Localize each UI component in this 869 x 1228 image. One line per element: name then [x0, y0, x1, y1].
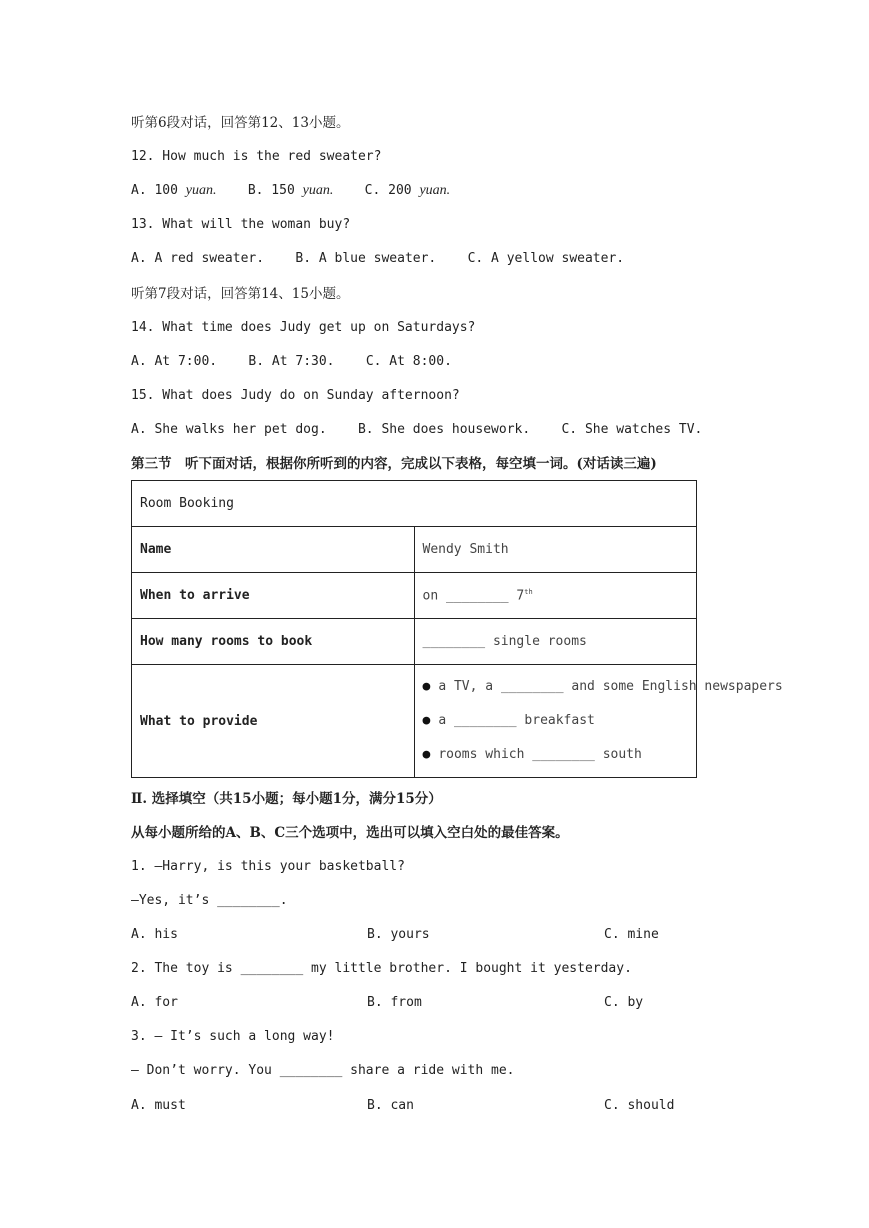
table-title: Room Booking — [132, 481, 697, 527]
option-a: A. She walks her pet dog. — [131, 422, 327, 437]
instruction-dialogue-7: 听第7段对话，回答第14、15小题。 — [131, 286, 350, 302]
question-13-stem: 13. What will the woman buy? — [131, 217, 351, 232]
option-c: C. She watches TV. — [561, 422, 703, 437]
question-1-line-2: —Yes, it’s ________. — [131, 893, 288, 908]
q3-option-a: A. must — [131, 1098, 186, 1113]
question-12-options — [131, 182, 450, 200]
provide-item: ● a ________ breakfast — [422, 713, 595, 728]
question-3-line-2: — Don’t worry. You ________ share a ride with me. — [131, 1063, 515, 1078]
rooms-label: How many rooms to book — [132, 619, 415, 665]
instruction-dialogue-6: 听第6段对话，回答第12、13小题。 — [131, 115, 350, 131]
question-1-line-1: 1. —Harry, is this your basketball? — [131, 859, 405, 874]
option-c: C. At 8:00. — [365, 354, 452, 369]
q1-option-b: B. yours — [367, 927, 430, 942]
q3-option-b: B. can — [367, 1098, 414, 1113]
q2-option-b: B. from — [367, 995, 422, 1010]
bullet-icon: ● — [422, 713, 431, 728]
q1-option-c: C. mine — [604, 927, 659, 942]
option-b: B. 150 yuan. — [247, 183, 334, 198]
question-2-line-1: 2. The toy is ________ my little brother. I bought it yesterday. — [131, 961, 632, 976]
q1-option-a: A. his — [131, 927, 178, 942]
rooms-value: ________ single rooms — [414, 619, 697, 665]
option-c: C. A yellow sweater. — [467, 251, 625, 266]
option-b: B. A blue sweater. — [295, 251, 437, 266]
provide-list — [414, 665, 783, 778]
option-b: B. At 7:30. — [248, 354, 335, 369]
option-a: A. 100 yuan. — [131, 183, 217, 198]
question-15-stem: 15. What does Judy do on Sunday afternoon? — [131, 388, 460, 403]
part-2-instruction: 从每小题所给的A、B、C三个选项中，选出可以填入空白处的最佳答案。 — [131, 825, 569, 841]
q2-option-a: A. for — [131, 995, 178, 1010]
q2-option-c: C. by — [604, 995, 644, 1010]
room-booking-table — [131, 480, 783, 778]
question-14-options — [131, 353, 452, 371]
provide-label: What to provide — [132, 665, 415, 778]
option-a: A. A red sweater. — [131, 251, 265, 266]
question-15-options — [131, 421, 702, 439]
provide-item: ● a TV, a ________ and some English newspapers — [422, 679, 783, 694]
arrive-label: When to arrive — [132, 573, 415, 619]
part-2-heading: Ⅱ. 选择填空（共15小题；每小题1分，满分15分） — [131, 791, 442, 807]
option-a: A. At 7:00. — [131, 354, 218, 369]
q3-option-c: C. should — [604, 1098, 675, 1113]
section-3-heading: 第三节 听下面对话，根据你所听到的内容，完成以下表格，每空填一词。(对话读三遍) — [131, 456, 657, 472]
question-12-stem: 12. How much is the red sweater? — [131, 149, 382, 164]
option-b: B. She does housework. — [357, 422, 531, 437]
bullet-icon: ● — [422, 747, 431, 762]
option-c: C. 200 yuan. — [364, 183, 451, 198]
bullet-icon: ● — [422, 679, 431, 694]
name-value: Wendy Smith — [414, 527, 697, 573]
question-13-options — [131, 250, 624, 268]
provide-item: ● rooms which ________ south — [422, 747, 642, 762]
question-14-stem: 14. What time does Judy get up on Saturdays? — [131, 320, 476, 335]
question-3-line-1: 3. — It’s such a long way! — [131, 1029, 335, 1044]
arrive-value: on ________ 7th — [414, 573, 697, 619]
name-label: Name — [132, 527, 415, 573]
